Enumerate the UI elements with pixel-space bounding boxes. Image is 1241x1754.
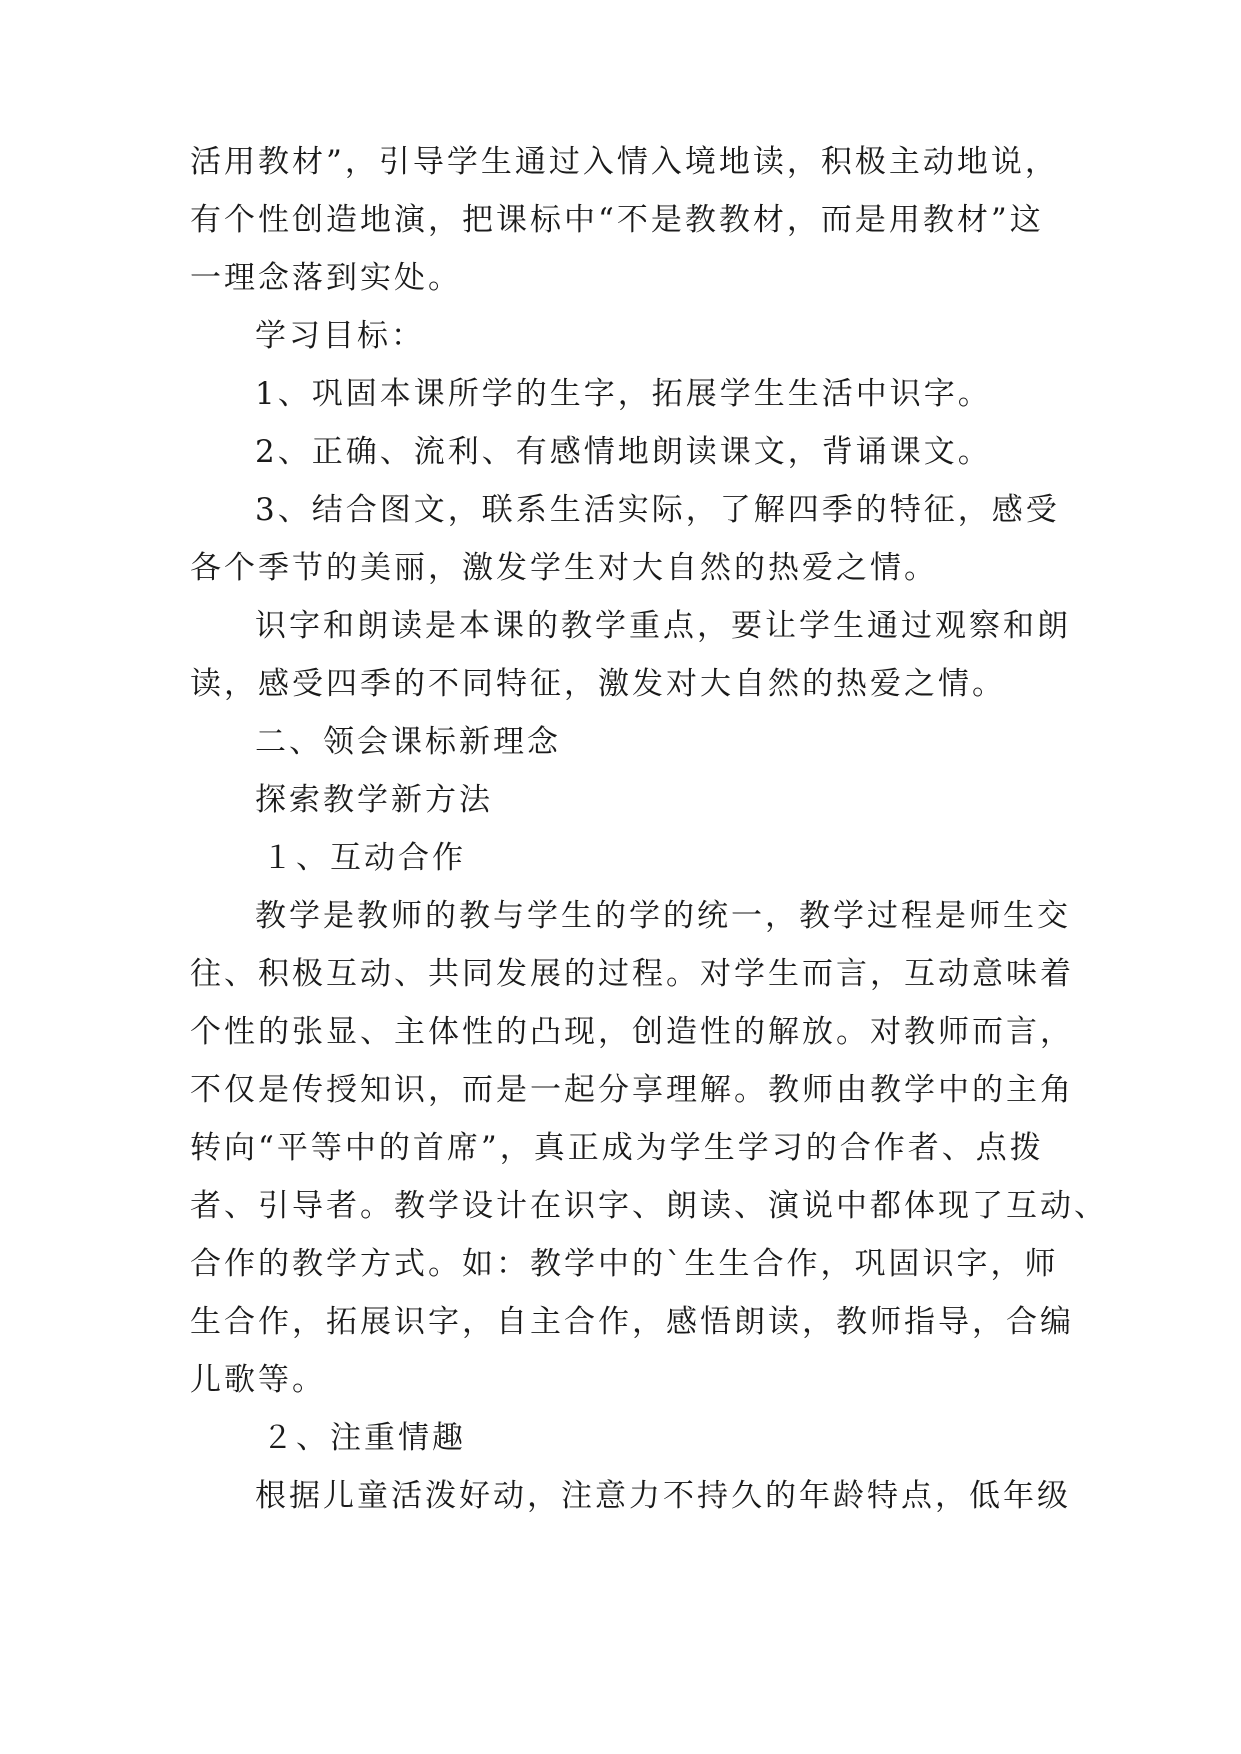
text-line: 读，感受四季的不同特征，激发对大自然的热爱之情。 bbox=[190, 666, 1006, 702]
paragraph-start: 根据儿童活泼好动，注意力不持久的年龄特点，低年级 bbox=[255, 1478, 1071, 1514]
text-line: 各个季节的美丽，激发学生对大自然的热爱之情。 bbox=[190, 550, 938, 586]
text-line: 一理念落到实处。 bbox=[190, 260, 462, 296]
list-item: 1、巩固本课所学的生字，拓展学生生活中识字。 bbox=[255, 376, 992, 412]
text-line: 往、积极互动、共同发展的过程。对学生而言，互动意味着 bbox=[190, 956, 1074, 992]
list-item: 2、正确、流利、有感情地朗读课文，背诵课文。 bbox=[255, 434, 992, 470]
subsection-heading: １、互动合作 bbox=[262, 840, 466, 876]
subsection-heading: ２、注重情趣 bbox=[262, 1420, 466, 1456]
section-heading: 二、领会课标新理念 bbox=[255, 724, 561, 760]
list-item: 3、结合图文，联系生活实际，了解四季的特征，感受 bbox=[255, 492, 1060, 528]
text-line: 者、引导者。教学设计在识字、朗读、演说中都体现了互动、 bbox=[190, 1188, 1108, 1224]
paragraph-start: 识字和朗读是本课的教学重点，要让学生通过观察和朗 bbox=[255, 608, 1071, 644]
text-line: 转向“平等中的首席”，真正成为学生学习的合作者、点拨 bbox=[190, 1130, 1044, 1166]
section-heading: 探索教学新方法 bbox=[255, 782, 493, 818]
text-line: 活用教材”，引导学生通过入情入境地读，积极主动地说， bbox=[190, 144, 1059, 180]
text-line: 生合作，拓展识字，自主合作，感悟朗读，教师指导，合编 bbox=[190, 1304, 1074, 1340]
text-line: 合作的教学方式。如：教学中的`生生合作，巩固识字，师 bbox=[190, 1246, 1059, 1282]
text-line: 儿歌等。 bbox=[190, 1362, 326, 1398]
text-line: 不仅是传授知识，而是一起分享理解。教师由教学中的主角 bbox=[190, 1072, 1074, 1108]
paragraph-start: 教学是教师的教与学生的学的统一，教学过程是师生交 bbox=[255, 898, 1071, 934]
text-line: 个性的张显、主体性的凸现，创造性的解放。对教师而言， bbox=[190, 1014, 1074, 1050]
text-line: 有个性创造地演，把课标中“不是教教材，而是用教材”这 bbox=[190, 202, 1044, 238]
section-heading: 学习目标： bbox=[255, 318, 425, 354]
